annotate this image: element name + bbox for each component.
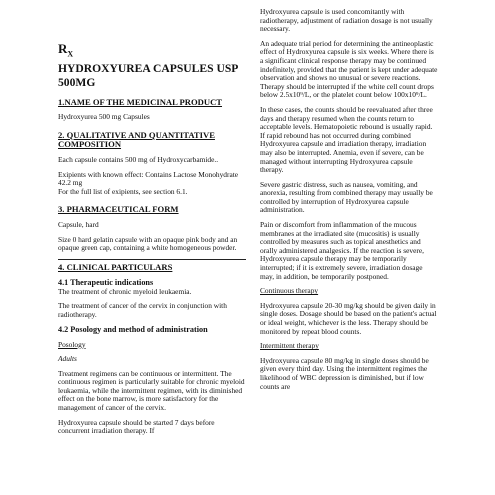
adults-label: Adults: [58, 354, 77, 364]
rx-letter: R: [58, 41, 68, 56]
section-3-heading: 3. PHARMACEUTICAL FORM: [58, 204, 179, 215]
intermittent-therapy-label: Intermittent therapy: [260, 341, 319, 351]
section-2-paragraph: For the full list of exipients, see section 6.1.: [58, 186, 188, 196]
body-paragraph: Severe gastric distress, such as nausea, vomiting, and anorexia, resulting from combined therapy may usually be controlled by interruption of Hydroxyurea capsule administration.: [260, 179, 433, 215]
section-4-1-paragraph: The treatment of chronic myeloid leukaemia.: [58, 286, 192, 296]
posology-label: Posology: [58, 339, 86, 349]
left-column: [58, 8, 246, 436]
body-paragraph: Hydroxyurea capsule 20-30 mg/kg should be given daily in single doses. Dosage should be based on the patient's actual or ideal weight, whichever is the less. Therapy should be monitored by repeat blood counts.: [260, 300, 437, 336]
section-1-heading: 1.NAME OF THE MEDICINAL PRODUCT: [58, 96, 223, 107]
section-2-paragraph: Exipients with known effect: Contains Lactose Monohydrate 42.2 mg: [58, 169, 239, 188]
body-paragraph: An adequate trial period for determining the antineoplastic effect of Hydroxyurea capsule is six weeks. Where there is a significant clinical response therapy may be continued indefinitely, provided that the patient is kept under adequate observation and shows no unusual or severe reactions. Therapy should be interrupted if the white cell count drops below 2.5x10⁹/L, or the platelet count below 100x10⁹/L.: [260, 38, 438, 100]
section-4-2-heading: 4.2 Posology and method of administration: [58, 325, 208, 335]
section-2-paragraph: Each capsule contains 500 mg of Hydroxycarbamide..: [58, 154, 219, 164]
rx-subscript: X: [67, 49, 74, 59]
continuous-therapy-label: Continuous therapy: [260, 286, 319, 296]
right-column: [260, 8, 438, 391]
section-4-2-paragraph: Treatment regimens can be continuous or intermittent. The continuous regimen is particularly suitable for chronic myeloid leukaemia, while the intermittent regimen, with its diminished effect on the bone marrow, is more satisfactory for the management of cancer of the cervix.: [58, 368, 245, 413]
document-title: HYDROXYUREA CAPSULES USP: [58, 61, 239, 75]
body-paragraph: Pain or discomfort from inflammation of the mucous membranes at the irradiated site (mucositis) is usually controlled by measures such as topical anesthetics and orally administered analgesics. If the reaction is severe, Hydroxyurea capsule therapy may be temporarily interrupted; if it is extremely severe, irradiation dosage may, in addition, be temporarily postponed.: [260, 220, 424, 281]
divider: [58, 259, 246, 260]
body-paragraph: Hydroxyurea capsule is used concomitantly with radiotherapy, adjustment of radiation dosage is not usually necessary.: [260, 7, 433, 34]
body-paragraph: Hydroxyurea capsule 80 mg/kg in single doses should be given every third day. Using the intermittent regimes the likelihood of WBC depression is diminished, but if low counts are: [260, 355, 429, 391]
section-4-heading: 4. CLINICAL PARTICULARS: [58, 261, 173, 272]
section-4-1-paragraph: The treatment of cancer of the cervix in conjunction with radiotherapy.: [58, 301, 227, 319]
section-2-heading: 2. QUALITATIVE AND QUANTITATIVE COMPOSITION: [58, 129, 215, 150]
section-1-text: Hydroxyurea 500 mg Capsules: [58, 112, 150, 122]
section-3-paragraph: Size 0 hard gelatin capsule with an opaque pink body and an opaque green cap, containing a white homogeneous powder.: [58, 234, 238, 253]
section-3-paragraph: Capsule, hard: [58, 219, 99, 229]
section-4-2-paragraph: Hydroxyurea capsule should be started 7 days before concurrent irradiation therapy. If: [58, 417, 215, 436]
document-strength: 500MG: [58, 75, 96, 89]
rx-symbol: [58, 42, 246, 61]
section-4-1-heading: 4.1 Therapeutic indications: [58, 278, 154, 288]
body-paragraph: In these cases, the counts should be reevaluated after three days and therapy resumed when the counts return to acceptable levels. Hematopoietic rebound is usually rapid. If rapid rebound has not occurred during combined Hydroxyurea capsule and irradiation therapy, irradiation may also be interrupted. Anemia, even if severe, can be managed without interrupting Hydroxyurea capsule therapy.: [260, 104, 433, 175]
